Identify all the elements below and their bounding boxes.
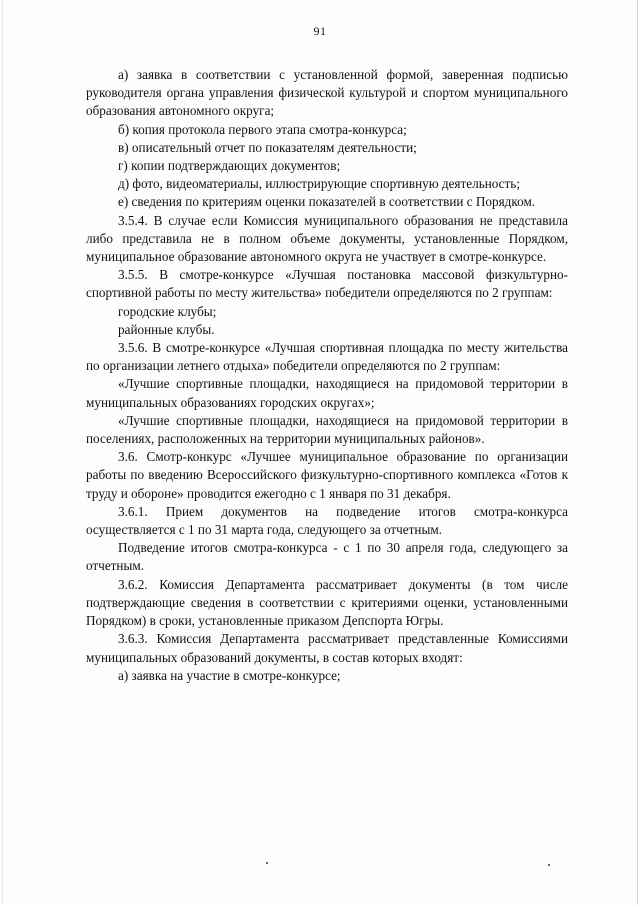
paragraph: в) описательный отчет по показателям деятельности; — [118, 139, 417, 155]
paragraph: 3.6.2. Комиссия Департамента рассматривает документы (в том числе подтверждающие сведения в соответствии с критериями оценки, установленными Порядком) в сроки, установленные приказом Депспорта Югры. — [86, 576, 568, 629]
paragraph: 3.6.1. Прием документов на подведение итогов смотра-конкурса осуществляется с 1 по 31 марта года, следующего за отчетным. — [86, 503, 568, 538]
paragraph: б) копия протокола первого этапа смотра-конкурса; — [118, 121, 407, 137]
scan-edge-right — [637, 0, 638, 905]
scan-edge-left — [2, 0, 3, 905]
document-body — [86, 66, 568, 685]
paragraph: «Лучшие спортивные площадки, находящиеся на придомовой территории в муниципальных образованиях городских округах»; — [86, 376, 568, 410]
paragraph: а) заявка на участие в смотре-конкурсе; — [118, 667, 341, 683]
paragraph: 3.6.3. Комиссия Департамента рассматривает представленные Комиссиями муниципальных образований документы, в состав которых входят: — [86, 631, 568, 665]
paragraph: 3.5.4. В случае если Комиссия муниципального образования не представила либо представила не в полном объеме документы, установленные Порядком, муниципальное образование автономного округа не участвует в смотре-конкурсе. — [86, 212, 568, 265]
paragraph: е) сведения по критериям оценки показателей в соответствии с Порядком. — [118, 194, 536, 210]
paragraph: «Лучшие спортивные площадки, находящиеся на придомовой территории в поселениях, расположенных на территории муниципальных районов». — [86, 412, 568, 447]
paragraph: городские клубы; — [118, 303, 217, 319]
paragraph: а) заявка в соответствии с установленной формой, заверенная подписью руководителя органа управления физической культурой и спортом муниципального образования автономного округа; — [86, 67, 568, 119]
page-number: 91 — [313, 24, 327, 38]
paragraph: Подведение итогов смотра-конкурса - с 1 по 30 апреля года, следующего за отчетным. — [86, 540, 568, 574]
paragraph: 3.6. Смотр-конкурс «Лучшее муниципальное образование по организации работы по введению Всероссийского физкультурно-спортивного комплекса «Готов к труду и обороне» проводится ежегодно с 1 января по 31 декабря. — [86, 449, 568, 501]
paragraph: д) фото, видеоматериалы, иллюстрирующие спортивную деятельность; — [118, 176, 520, 192]
scan-speck — [548, 864, 550, 866]
paragraph: районные клубы. — [118, 321, 215, 337]
paragraph: г) копии подтверждающих документов; — [118, 158, 341, 174]
scan-speck — [266, 862, 268, 864]
paragraph: 3.5.6. В смотре-конкурсе «Лучшая спортивная площадка по месту жительства по организации летнего отдыха» победители определяются по 2 группам: — [86, 340, 568, 374]
paragraph: 3.5.5. В смотре-конкурсе «Лучшая постановка массовой физкультурно-спортивной работы по месту жительства» победители определяются по 2 группам: — [86, 267, 568, 301]
